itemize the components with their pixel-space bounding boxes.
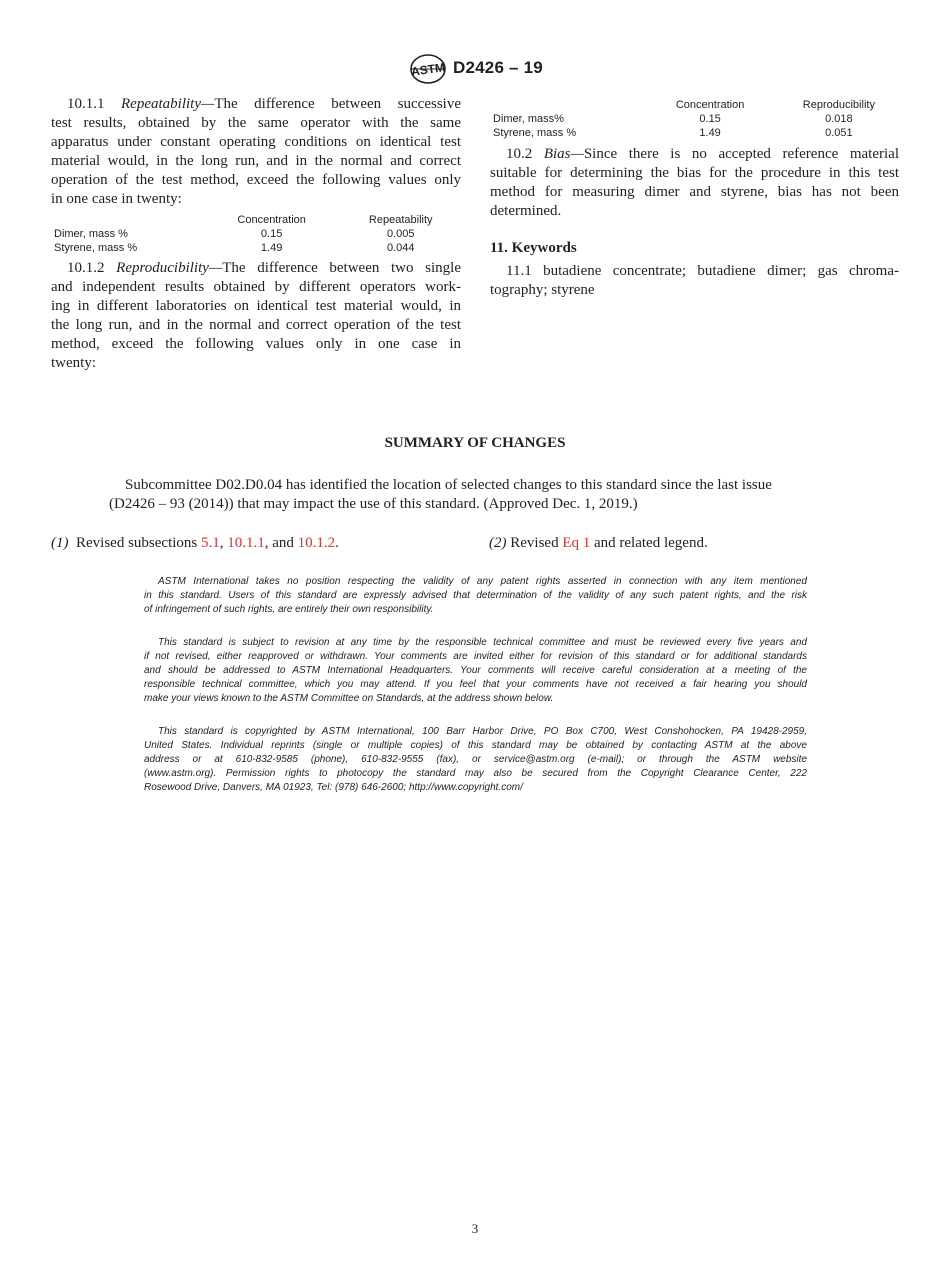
repeatability-paragraph [51,95,461,209]
notice-line: make your views known to the ASTM Committee on Standards, at the address shown below. [144,693,554,704]
table-cell: 1.49 [260,242,283,254]
change-text: Revised [510,535,559,551]
change-number: (2) [489,535,507,551]
section-number: 10.1.1 [67,96,105,112]
reproducibility-paragraph [51,259,461,373]
summary-title: SUMMARY OF CHANGES [384,435,566,451]
astm-logo-icon [408,54,448,84]
table-header-row [493,98,902,112]
table-header: Repeatability [368,214,433,226]
notice-line: This standard is copyrighted by ASTM International, 100 Barr Harbor Drive, PO Box C700, West Conshohocken, PA 19428-2959, [158,726,807,737]
bias-line: 10.2 Bias—Since there is no accepted reference material [506,146,899,162]
section-term: Bias— [543,146,584,162]
notice-line: ASTM International takes no position respecting the validity of any patent rights asserted in connection with any item mentioned [158,576,807,587]
notice-line: This standard is subject to revision at any time by the responsible technical committee and must be reviewed every five years and [158,637,807,648]
notice-line: address or at 610-832-9585 (phone), 610-832-9555 (fax), or service@astm.org (e-mail); or through the ASTM website [144,754,807,765]
left-column [51,95,461,373]
table-cell: 0.044 [386,242,415,254]
repeatability-table [54,213,464,255]
repeatability-line: 10.1.1 Repeatability—The difference between successive [67,96,461,112]
notice-line: of infringement of such rights, are entirely their own responsibility. [144,604,434,615]
repeatability-line: apparatus under constant operating conditions on identical test [51,134,461,150]
reproducibility-line: twenty: [51,355,96,371]
table-cell: Dimer, mass% [493,113,564,125]
link-section-5-1[interactable]: 5.1 [201,535,220,551]
bias-line: determined. [490,203,562,219]
patent-notice [144,575,807,617]
table-row [54,227,464,241]
table-cell: 1.49 [699,127,721,139]
table-header-row [54,213,464,227]
reproducibility-line: and independent results obtained by different operators work- [51,279,461,295]
repeatability-line: operation of the test method, exceed the following values only [51,172,461,188]
table-cell: 0.005 [386,228,415,240]
notice-line: and should be addressed to ASTM International Headquarters. Your comments will receive careful consideration at a meeting of the [144,665,807,676]
keywords-line: tography; styrene [490,282,595,298]
change-item-1: (1) Revised subsections 5.1, 10.1.1, and 10.1.2. [51,535,339,551]
table-header: Concentration [675,99,745,111]
notice-line: responsible technical committee, which you may attend. If you feel that your comments have not received a fair hearing you should [144,679,807,690]
change-number: (1) [51,535,69,551]
table-row [493,112,902,126]
repeatability-line: in one case in twenty: [51,191,182,207]
table-cell: 0.15 [260,228,283,240]
repeatability-line: material would, in the long run, and in the normal and correct [51,153,461,169]
table-cell: 0.051 [825,127,853,139]
reproducibility-line: ing in different laboratories on identical test material would, in [51,298,461,314]
table-header: Concentration [237,214,306,226]
keywords-paragraph [490,262,899,300]
bias-paragraph [490,145,899,221]
table-header [493,98,644,112]
notice-line: if not revised, either reapproved or withdrawn. Your comments are invited either for revision of this standard or for additional standards [144,651,807,662]
repeatability-line: test results, obtained by the same operator with the same [51,115,461,131]
reproducibility-table [493,98,902,140]
summary-text [109,476,840,514]
table-row [493,126,902,140]
change-text: and related legend. [594,535,708,551]
notice-line: United States. Individual reprints (single or multiple copies) of this standard may be obtained by contacting ASTM at the above [144,740,807,751]
section-term: Repeatability— [121,96,215,112]
table-cell: 0.018 [825,113,853,125]
page-header [0,52,950,86]
page-number: 3 [471,1221,479,1236]
astm-logo-text: ASTM [410,60,446,79]
notice-line: (www.astm.org). Permission rights to photocopy the standard may also be secured from the Copyright Clearance Center, 222 [144,768,807,779]
summary-line: (D2426 – 93 (2014)) that may impact the use of this standard. (Approved Dec. 1, 2019.) [109,496,638,512]
change-item-2 [489,535,708,552]
copyright-notice [144,725,807,795]
right-column [490,95,899,300]
reproducibility-line: method, exceed the following values only in one case in [51,336,461,352]
reproducibility-line: the long run, and in the normal and correct operation of the test [51,317,461,333]
section-term: Reproducibility— [116,260,223,276]
bias-line: suitable for determining the bias for the procedure in this test [490,165,899,181]
link-eq-1[interactable]: Eq 1 [562,535,591,551]
table-cell: Styrene, mass % [493,127,577,139]
table-header [54,213,206,227]
notice-line: Rosewood Drive, Danvers, MA 01923, Tel: (978) 646-2600; http://www.copyright.com/ [144,782,523,793]
reproducibility-line: 10.1.2 Reproducibility—The difference between two single [67,260,461,276]
table-cell: Styrene, mass % [54,242,138,254]
table-cell: Dimer, mass % [54,228,128,240]
link-section-10-1-1[interactable]: 10.1.1 [227,535,265,551]
section-number: 10.1.2 [67,260,105,276]
document-code: D2426 – 19 [453,58,543,77]
table-row [54,241,464,255]
table-cell: 0.15 [699,113,721,125]
summary-line: Subcommittee D02.D0.04 has identified the location of selected changes to this standard since the last issue [125,477,772,493]
link-section-10-1-2[interactable]: 10.1.2 [297,535,336,551]
change-text: Revised subsections [76,535,198,551]
section-number: 10.2 [506,146,533,162]
notice-line: in this standard. Users of this standard are expressly advised that determination of the validity of any such patent rights, and the risk [144,590,807,601]
revision-notice [144,636,807,706]
keywords-heading: 11. Keywords [490,240,577,256]
bias-line: method for measuring dimer and styrene, bias has not been [490,184,899,200]
keywords-line: 11.1 butadiene concentrate; butadiene dimer; gas chroma- [506,263,899,279]
table-header: Reproducibility [802,99,875,111]
